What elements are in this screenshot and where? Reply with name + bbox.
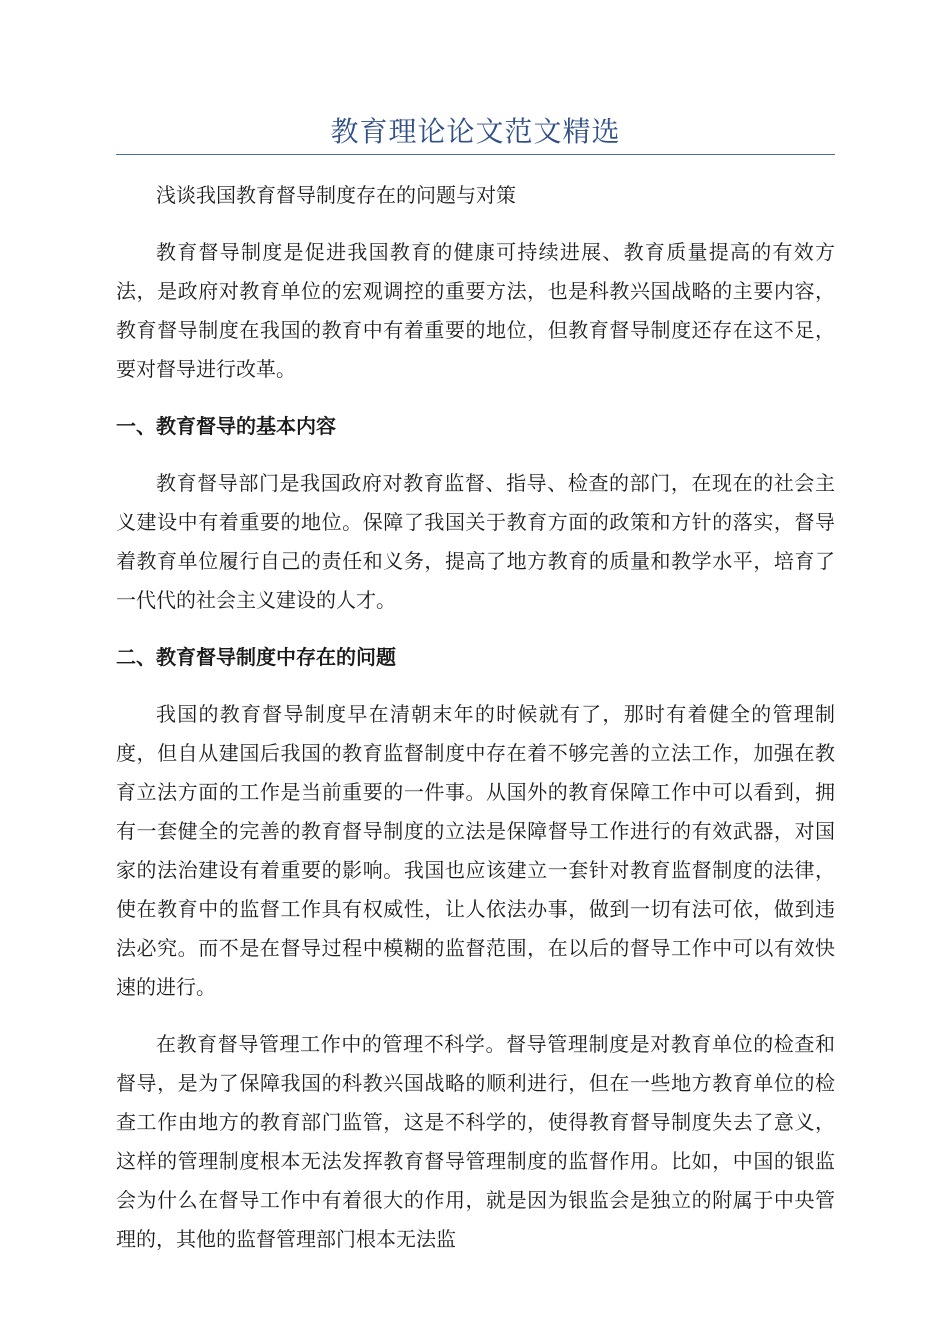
article-subtitle: 浅谈我国教育督导制度存在的问题与对策 bbox=[156, 183, 516, 207]
section-2-paragraph-1: 我国的教育督导制度早在清朝末年的时候就有了，那时有着健全的管理制度，但自从建国后我国的教育监督制度中存在着不够完善的立法工作，加强在教育立法方面的工作是当前重要的一件事。从国外的教育保障工作中可以看到，拥有一套健全的完善的教育督导制度的立法是保障督导工作进行的有效武器，对国家的法治建设有着重要的影响。我国也应该建立一套针对教育监督制度的法律，使在教育中的监督工作具有权威性，让人依法办事，做到一切有法可依，做到违法必究。而不是在督导过程中模糊的监督范围，在以后的督导工作中可以有效快速的进行。 bbox=[116, 702, 835, 999]
document-body bbox=[116, 176, 835, 1277]
intro-paragraph: 教育督导制度是促进我国教育的健康可持续进展、教育质量提高的有效方法，是政府对教育单位的宏观调控的重要方法，也是科教兴国战略的主要内容，教育督导制度在我国的教育中有着重要的地位，但教育督导制度还存在这不足，要对督导进行改革。 bbox=[116, 240, 835, 381]
section-1-paragraph-1: 教育督导部门是我国政府对教育监督、指导、检查的部门，在现在的社会主义建设中有着重要的地位。保障了我国关于教育方面的政策和方针的落实，督导着教育单位履行自己的责任和义务，提高了地方教育的质量和教学水平，培育了一代代的社会主义建设的人才。 bbox=[116, 471, 835, 612]
section-2-heading: 二、教育督导制度中存在的问题 bbox=[116, 645, 396, 669]
section-2-paragraph-2: 在教育督导管理工作中的管理不科学。督导管理制度是对教育单位的检查和督导，是为了保障我国的科教兴国战略的顺利进行，但在一些地方教育单位的检查工作由地方的教育部门监管，这是不科学的，使得教育督导制度失去了意义，这样的管理制度根本无法发挥教育督导管理制度的监督作用。比如，中国的银监会为什么在督导工作中有着很大的作用，就是因为银监会是独立的附属于中央管理的，其他的监督管理部门根本无法监 bbox=[116, 1032, 835, 1251]
title-underline bbox=[116, 154, 835, 155]
document-title: 教育理论论文范文精选 bbox=[330, 115, 621, 148]
section-1-heading: 一、教育督导的基本内容 bbox=[116, 414, 336, 438]
